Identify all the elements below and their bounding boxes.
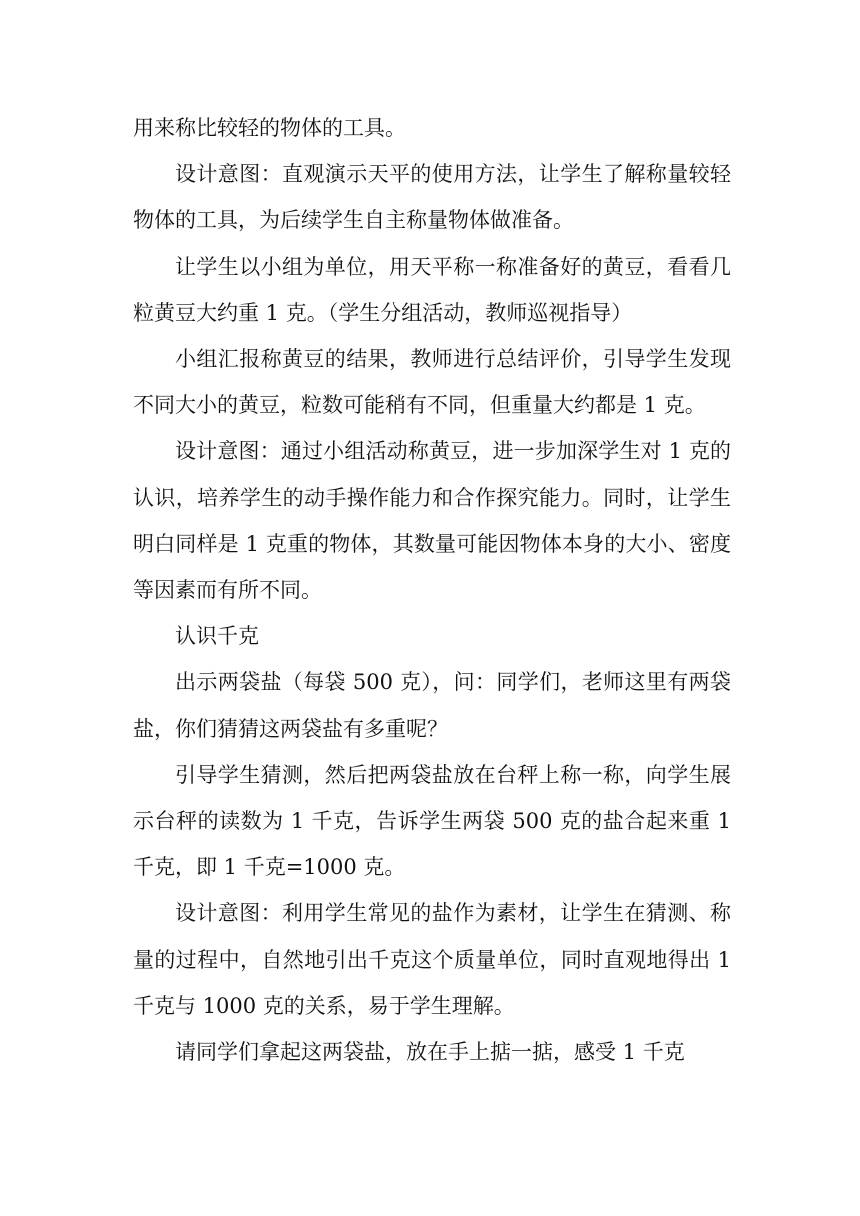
paragraph-design-intent-balance: 设计意图：直观演示天平的使用方法，让学生了解称量较轻物体的工具，为后续学生自主称量物体做准备。 [133,162,731,233]
paragraph-feel-weight: 请同学们拿起这两袋盐，放在手上掂一掂，感受 1 千克 [175,1040,685,1065]
paragraph-guess-and-weigh: 引导学生猜测，然后把两袋盐放在台秤上称一称，向学生展示台秤的读数为 1 千克，告诉学生两袋 500 克的盐合起来重 1 千克，即 1 千克=1000 克。 [133,762,731,880]
paragraph-design-intent-soybeans: 设计意图：通过小组活动称黄豆，进一步加深学生对 1 克的认识，培养学生的动手操作能力和合作探究能力。同时，让学生明白同样是 1 克重的物体，其数量可能因物体本身的大小、密度等因素而有所不同。 [133,439,731,603]
paragraph-show-salt: 出示两袋盐（每袋 500 克），问：同学们，老师这里有两袋盐，你们猜猜这两袋盐有多重呢？ [133,670,731,741]
section-heading-kilogram: 认识千克 [175,624,259,649]
paragraph-group-report: 小组汇报称黄豆的结果，教师进行总结评价，引导学生发现不同大小的黄豆，粒数可能稍有不同，但重量大约都是 1 克。 [133,347,731,418]
document-body [133,105,731,1075]
paragraph-continuation: 用来称比较轻的物体的工具。 [133,116,406,140]
paragraph-group-weighing: 让学生以小组为单位，用天平称一称准备好的黄豆，看看几粒黄豆大约重 1 克。（学生分组活动，教师巡视指导） [133,254,731,325]
paragraph-design-intent-salt: 设计意图：利用学生常见的盐作为素材，让学生在猜测、称量的过程中，自然地引出千克这个质量单位，同时直观地得出 1 千克与 1000 克的关系，易于学生理解。 [133,901,731,1018]
